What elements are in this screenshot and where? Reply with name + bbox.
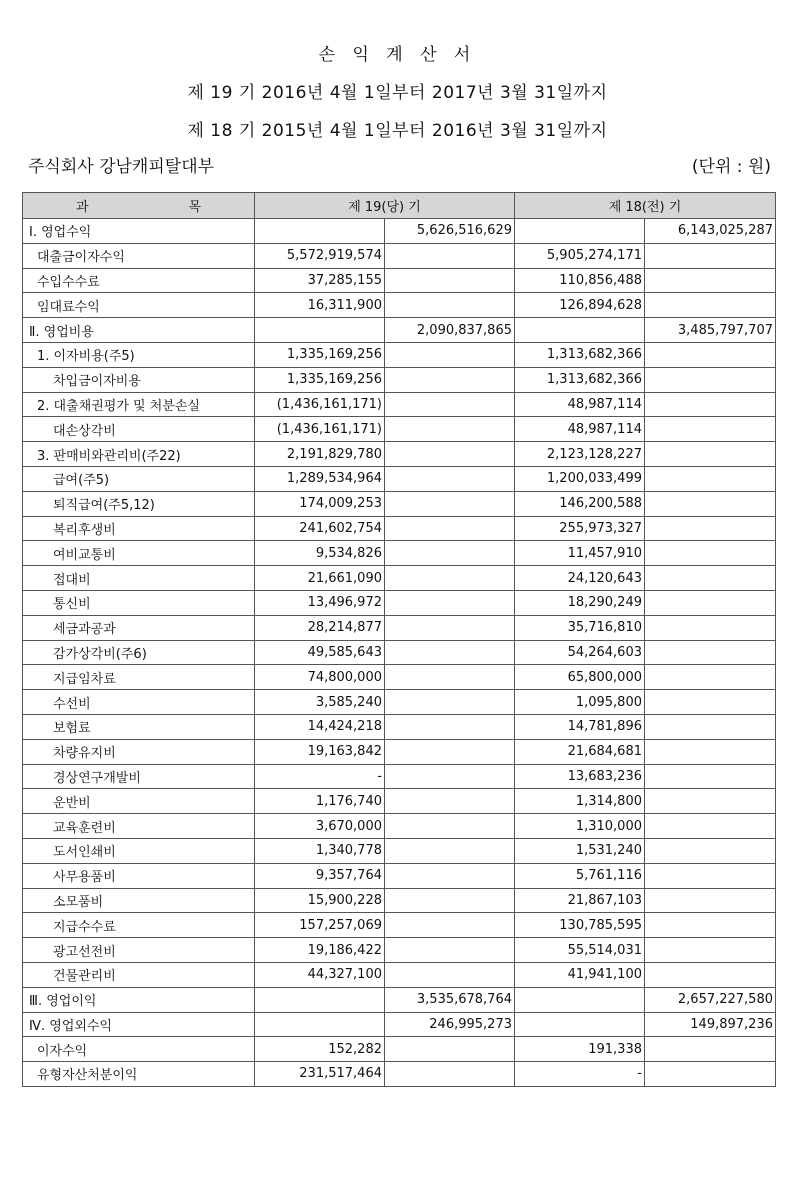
table-row — [23, 838, 776, 863]
amount-cell — [385, 615, 515, 640]
amount-cell: 9,534,826 — [255, 541, 385, 566]
amount-cell — [645, 442, 776, 467]
table-row — [23, 491, 776, 516]
amount-cell — [645, 1037, 776, 1062]
amount-cell — [385, 417, 515, 442]
table-row — [23, 640, 776, 665]
header-subject-b: 목 — [188, 200, 202, 215]
amount-cell — [385, 913, 515, 938]
amount-cell — [645, 739, 776, 764]
amount-cell: 21,684,681 — [515, 739, 645, 764]
amount-cell — [385, 938, 515, 963]
table-row — [23, 764, 776, 789]
table-row — [23, 566, 776, 591]
account-label: 수입수수료 — [23, 268, 255, 293]
amount-cell — [515, 219, 645, 244]
amount-cell: 37,285,155 — [255, 268, 385, 293]
account-label: 도서인쇄비 — [23, 838, 255, 863]
table-row — [23, 714, 776, 739]
amount-cell — [645, 863, 776, 888]
amount-cell: 5,905,274,171 — [515, 243, 645, 268]
table-row — [23, 789, 776, 814]
amount-cell: 1,310,000 — [515, 814, 645, 839]
amount-cell: 19,186,422 — [255, 938, 385, 963]
amount-cell: 1,176,740 — [255, 789, 385, 814]
amount-cell: 24,120,643 — [515, 566, 645, 591]
amount-cell: 19,163,842 — [255, 739, 385, 764]
amount-cell: 126,894,628 — [515, 293, 645, 318]
account-label: 임대료수익 — [23, 293, 255, 318]
header-subject-a: 과 — [75, 200, 89, 215]
amount-cell — [645, 615, 776, 640]
header-subject — [23, 193, 255, 219]
account-label: 유형자산처분이익 — [23, 1062, 255, 1087]
table-row — [23, 987, 776, 1012]
amount-cell — [255, 219, 385, 244]
income-statement-table — [22, 192, 776, 1087]
account-label: 사무용품비 — [23, 863, 255, 888]
amount-cell: 1,289,534,964 — [255, 466, 385, 491]
account-label: 소모품비 — [23, 888, 255, 913]
account-label: 여비교통비 — [23, 541, 255, 566]
amount-cell: 2,191,829,780 — [255, 442, 385, 467]
account-label: 차량유지비 — [23, 739, 255, 764]
amount-cell: 18,290,249 — [515, 590, 645, 615]
amount-cell — [515, 318, 645, 343]
amount-cell: 1,200,033,499 — [515, 466, 645, 491]
amount-cell — [385, 342, 515, 367]
table-row — [23, 590, 776, 615]
statement-body — [23, 219, 776, 1087]
amount-cell: 241,602,754 — [255, 516, 385, 541]
amount-cell — [515, 1012, 645, 1037]
period-prior: 제 18 기 2015년 4월 1일부터 2016년 3월 31일까지 — [187, 121, 608, 141]
table-row — [23, 615, 776, 640]
amount-cell — [385, 442, 515, 467]
amount-cell: 1,531,240 — [515, 838, 645, 863]
amount-cell — [645, 293, 776, 318]
table-row — [23, 442, 776, 467]
amount-cell — [385, 789, 515, 814]
amount-cell — [385, 690, 515, 715]
amount-cell: 41,941,100 — [515, 962, 645, 987]
table-row — [23, 962, 776, 987]
amount-cell — [385, 491, 515, 516]
amount-cell — [645, 590, 776, 615]
amount-cell — [385, 516, 515, 541]
amount-cell — [645, 268, 776, 293]
table-row — [23, 293, 776, 318]
amount-cell: 48,987,114 — [515, 392, 645, 417]
amount-cell: 3,585,240 — [255, 690, 385, 715]
amount-cell — [645, 491, 776, 516]
amount-cell — [385, 640, 515, 665]
amount-cell — [645, 838, 776, 863]
table-row — [23, 516, 776, 541]
amount-cell: 1,314,800 — [515, 789, 645, 814]
account-label: 대출금이자수익 — [23, 243, 255, 268]
amount-cell: 152,282 — [255, 1037, 385, 1062]
amount-cell — [385, 243, 515, 268]
table-row — [23, 739, 776, 764]
amount-cell: - — [515, 1062, 645, 1087]
account-label: 2. 대출채권평가 및 처분손실 — [23, 392, 255, 417]
account-label: 수선비 — [23, 690, 255, 715]
amount-cell: 130,785,595 — [515, 913, 645, 938]
amount-cell — [645, 1062, 776, 1087]
account-label: 교육훈련비 — [23, 814, 255, 839]
amount-cell — [385, 665, 515, 690]
unit-label: (단위 : 원) — [691, 157, 771, 177]
amount-cell — [645, 938, 776, 963]
account-label: 퇴직급여(주5,12) — [23, 491, 255, 516]
amount-cell — [645, 367, 776, 392]
amount-cell: 1,335,169,256 — [255, 367, 385, 392]
amount-cell: 13,683,236 — [515, 764, 645, 789]
amount-cell — [645, 566, 776, 591]
amount-cell — [645, 466, 776, 491]
table-row — [23, 1037, 776, 1062]
amount-cell: 1,340,778 — [255, 838, 385, 863]
amount-cell: - — [255, 764, 385, 789]
amount-cell: 9,357,764 — [255, 863, 385, 888]
amount-cell — [385, 566, 515, 591]
account-label: 복리후생비 — [23, 516, 255, 541]
amount-cell: 21,661,090 — [255, 566, 385, 591]
amount-cell — [385, 1062, 515, 1087]
amount-cell: 14,781,896 — [515, 714, 645, 739]
amount-cell — [645, 243, 776, 268]
account-label: 운반비 — [23, 789, 255, 814]
account-label: 3. 판매비와관리비(주22) — [23, 442, 255, 467]
amount-cell — [385, 293, 515, 318]
account-label: 세금과공과 — [23, 615, 255, 640]
amount-cell — [385, 814, 515, 839]
account-label: 지급수수료 — [23, 913, 255, 938]
amount-cell: 35,716,810 — [515, 615, 645, 640]
table-row — [23, 268, 776, 293]
table-row — [23, 888, 776, 913]
amount-cell — [645, 640, 776, 665]
table-row — [23, 392, 776, 417]
amount-cell — [645, 665, 776, 690]
amount-cell: 74,800,000 — [255, 665, 385, 690]
table-row — [23, 690, 776, 715]
period-current: 제 19 기 2016년 4월 1일부터 2017년 3월 31일까지 — [187, 83, 608, 103]
amount-cell: 174,009,253 — [255, 491, 385, 516]
table-row — [23, 913, 776, 938]
account-label: 차입금이자비용 — [23, 367, 255, 392]
amount-cell — [645, 690, 776, 715]
amount-cell: 28,214,877 — [255, 615, 385, 640]
amount-cell: 3,535,678,764 — [385, 987, 515, 1012]
amount-cell — [385, 764, 515, 789]
account-label: 경상연구개발비 — [23, 764, 255, 789]
amount-cell — [385, 962, 515, 987]
amount-cell — [385, 268, 515, 293]
amount-cell: 191,338 — [515, 1037, 645, 1062]
amount-cell: 1,335,169,256 — [255, 342, 385, 367]
amount-cell: 55,514,031 — [515, 938, 645, 963]
account-label: Ⅱ. 영업비용 — [23, 318, 255, 343]
amount-cell: 49,585,643 — [255, 640, 385, 665]
header-prior-period: 제 18(전) 기 — [515, 193, 776, 219]
table-row — [23, 243, 776, 268]
amount-cell: 5,572,919,574 — [255, 243, 385, 268]
account-label: 대손상각비 — [23, 417, 255, 442]
amount-cell: 149,897,236 — [645, 1012, 776, 1037]
account-label: 건물관리비 — [23, 962, 255, 987]
amount-cell — [515, 987, 645, 1012]
header-current-period: 제 19(당) 기 — [255, 193, 515, 219]
amount-cell: 246,995,273 — [385, 1012, 515, 1037]
amount-cell: (1,436,161,171) — [255, 392, 385, 417]
amount-cell: 1,313,682,366 — [515, 367, 645, 392]
account-label: Ⅲ. 영업이익 — [23, 987, 255, 1012]
amount-cell — [645, 417, 776, 442]
amount-cell — [645, 541, 776, 566]
document-title: 손 익 계 산 서 — [318, 45, 477, 65]
table-row — [23, 417, 776, 442]
table-row — [23, 318, 776, 343]
amount-cell: 44,327,100 — [255, 962, 385, 987]
amount-cell — [385, 1037, 515, 1062]
account-label: 통신비 — [23, 590, 255, 615]
amount-cell: 110,856,488 — [515, 268, 645, 293]
amount-cell: 54,264,603 — [515, 640, 645, 665]
account-label: 보험료 — [23, 714, 255, 739]
amount-cell: 5,626,516,629 — [385, 219, 515, 244]
amount-cell: 11,457,910 — [515, 541, 645, 566]
account-label: 감가상각비(주6) — [23, 640, 255, 665]
amount-cell — [255, 318, 385, 343]
amount-cell — [385, 739, 515, 764]
amount-cell: 2,657,227,580 — [645, 987, 776, 1012]
amount-cell — [385, 888, 515, 913]
table-row — [23, 665, 776, 690]
account-label: 지급임차료 — [23, 665, 255, 690]
amount-cell — [385, 466, 515, 491]
table-row — [23, 863, 776, 888]
amount-cell — [385, 863, 515, 888]
amount-cell: 3,485,797,707 — [645, 318, 776, 343]
amount-cell — [645, 764, 776, 789]
account-label: 접대비 — [23, 566, 255, 591]
amount-cell — [255, 987, 385, 1012]
amount-cell — [385, 590, 515, 615]
amount-cell — [645, 962, 776, 987]
amount-cell — [385, 392, 515, 417]
amount-cell: 146,200,588 — [515, 491, 645, 516]
amount-cell: 255,973,327 — [515, 516, 645, 541]
amount-cell: 1,095,800 — [515, 690, 645, 715]
table-row — [23, 219, 776, 244]
amount-cell: 21,867,103 — [515, 888, 645, 913]
account-label: Ⅰ. 영업수익 — [23, 219, 255, 244]
amount-cell: 16,311,900 — [255, 293, 385, 318]
amount-cell: 6,143,025,287 — [645, 219, 776, 244]
table-row — [23, 938, 776, 963]
company-name: 주식회사 강남캐피탈대부 — [28, 157, 215, 177]
amount-cell — [385, 714, 515, 739]
amount-cell: 2,090,837,865 — [385, 318, 515, 343]
table-row — [23, 1012, 776, 1037]
table-row — [23, 814, 776, 839]
account-label: 이자수익 — [23, 1037, 255, 1062]
table-row — [23, 1062, 776, 1087]
header-row — [23, 193, 776, 219]
amount-cell — [645, 342, 776, 367]
amount-cell: 157,257,069 — [255, 913, 385, 938]
amount-cell — [645, 392, 776, 417]
amount-cell: 5,761,116 — [515, 863, 645, 888]
amount-cell — [645, 789, 776, 814]
amount-cell: 15,900,228 — [255, 888, 385, 913]
amount-cell: 14,424,218 — [255, 714, 385, 739]
table-row — [23, 342, 776, 367]
amount-cell: 1,313,682,366 — [515, 342, 645, 367]
account-label: 급여(주5) — [23, 466, 255, 491]
table-row — [23, 466, 776, 491]
account-label: 1. 이자비용(주5) — [23, 342, 255, 367]
amount-cell: (1,436,161,171) — [255, 417, 385, 442]
amount-cell: 2,123,128,227 — [515, 442, 645, 467]
amount-cell — [385, 541, 515, 566]
amount-cell — [645, 516, 776, 541]
amount-cell — [645, 714, 776, 739]
amount-cell: 3,670,000 — [255, 814, 385, 839]
amount-cell: 65,800,000 — [515, 665, 645, 690]
amount-cell — [385, 838, 515, 863]
account-label: Ⅳ. 영업외수익 — [23, 1012, 255, 1037]
amount-cell: 231,517,464 — [255, 1062, 385, 1087]
amount-cell: 48,987,114 — [515, 417, 645, 442]
table-row — [23, 541, 776, 566]
amount-cell: 13,496,972 — [255, 590, 385, 615]
amount-cell — [385, 367, 515, 392]
table-row — [23, 367, 776, 392]
amount-cell — [255, 1012, 385, 1037]
amount-cell — [645, 888, 776, 913]
amount-cell — [645, 814, 776, 839]
amount-cell — [645, 913, 776, 938]
account-label: 광고선전비 — [23, 938, 255, 963]
